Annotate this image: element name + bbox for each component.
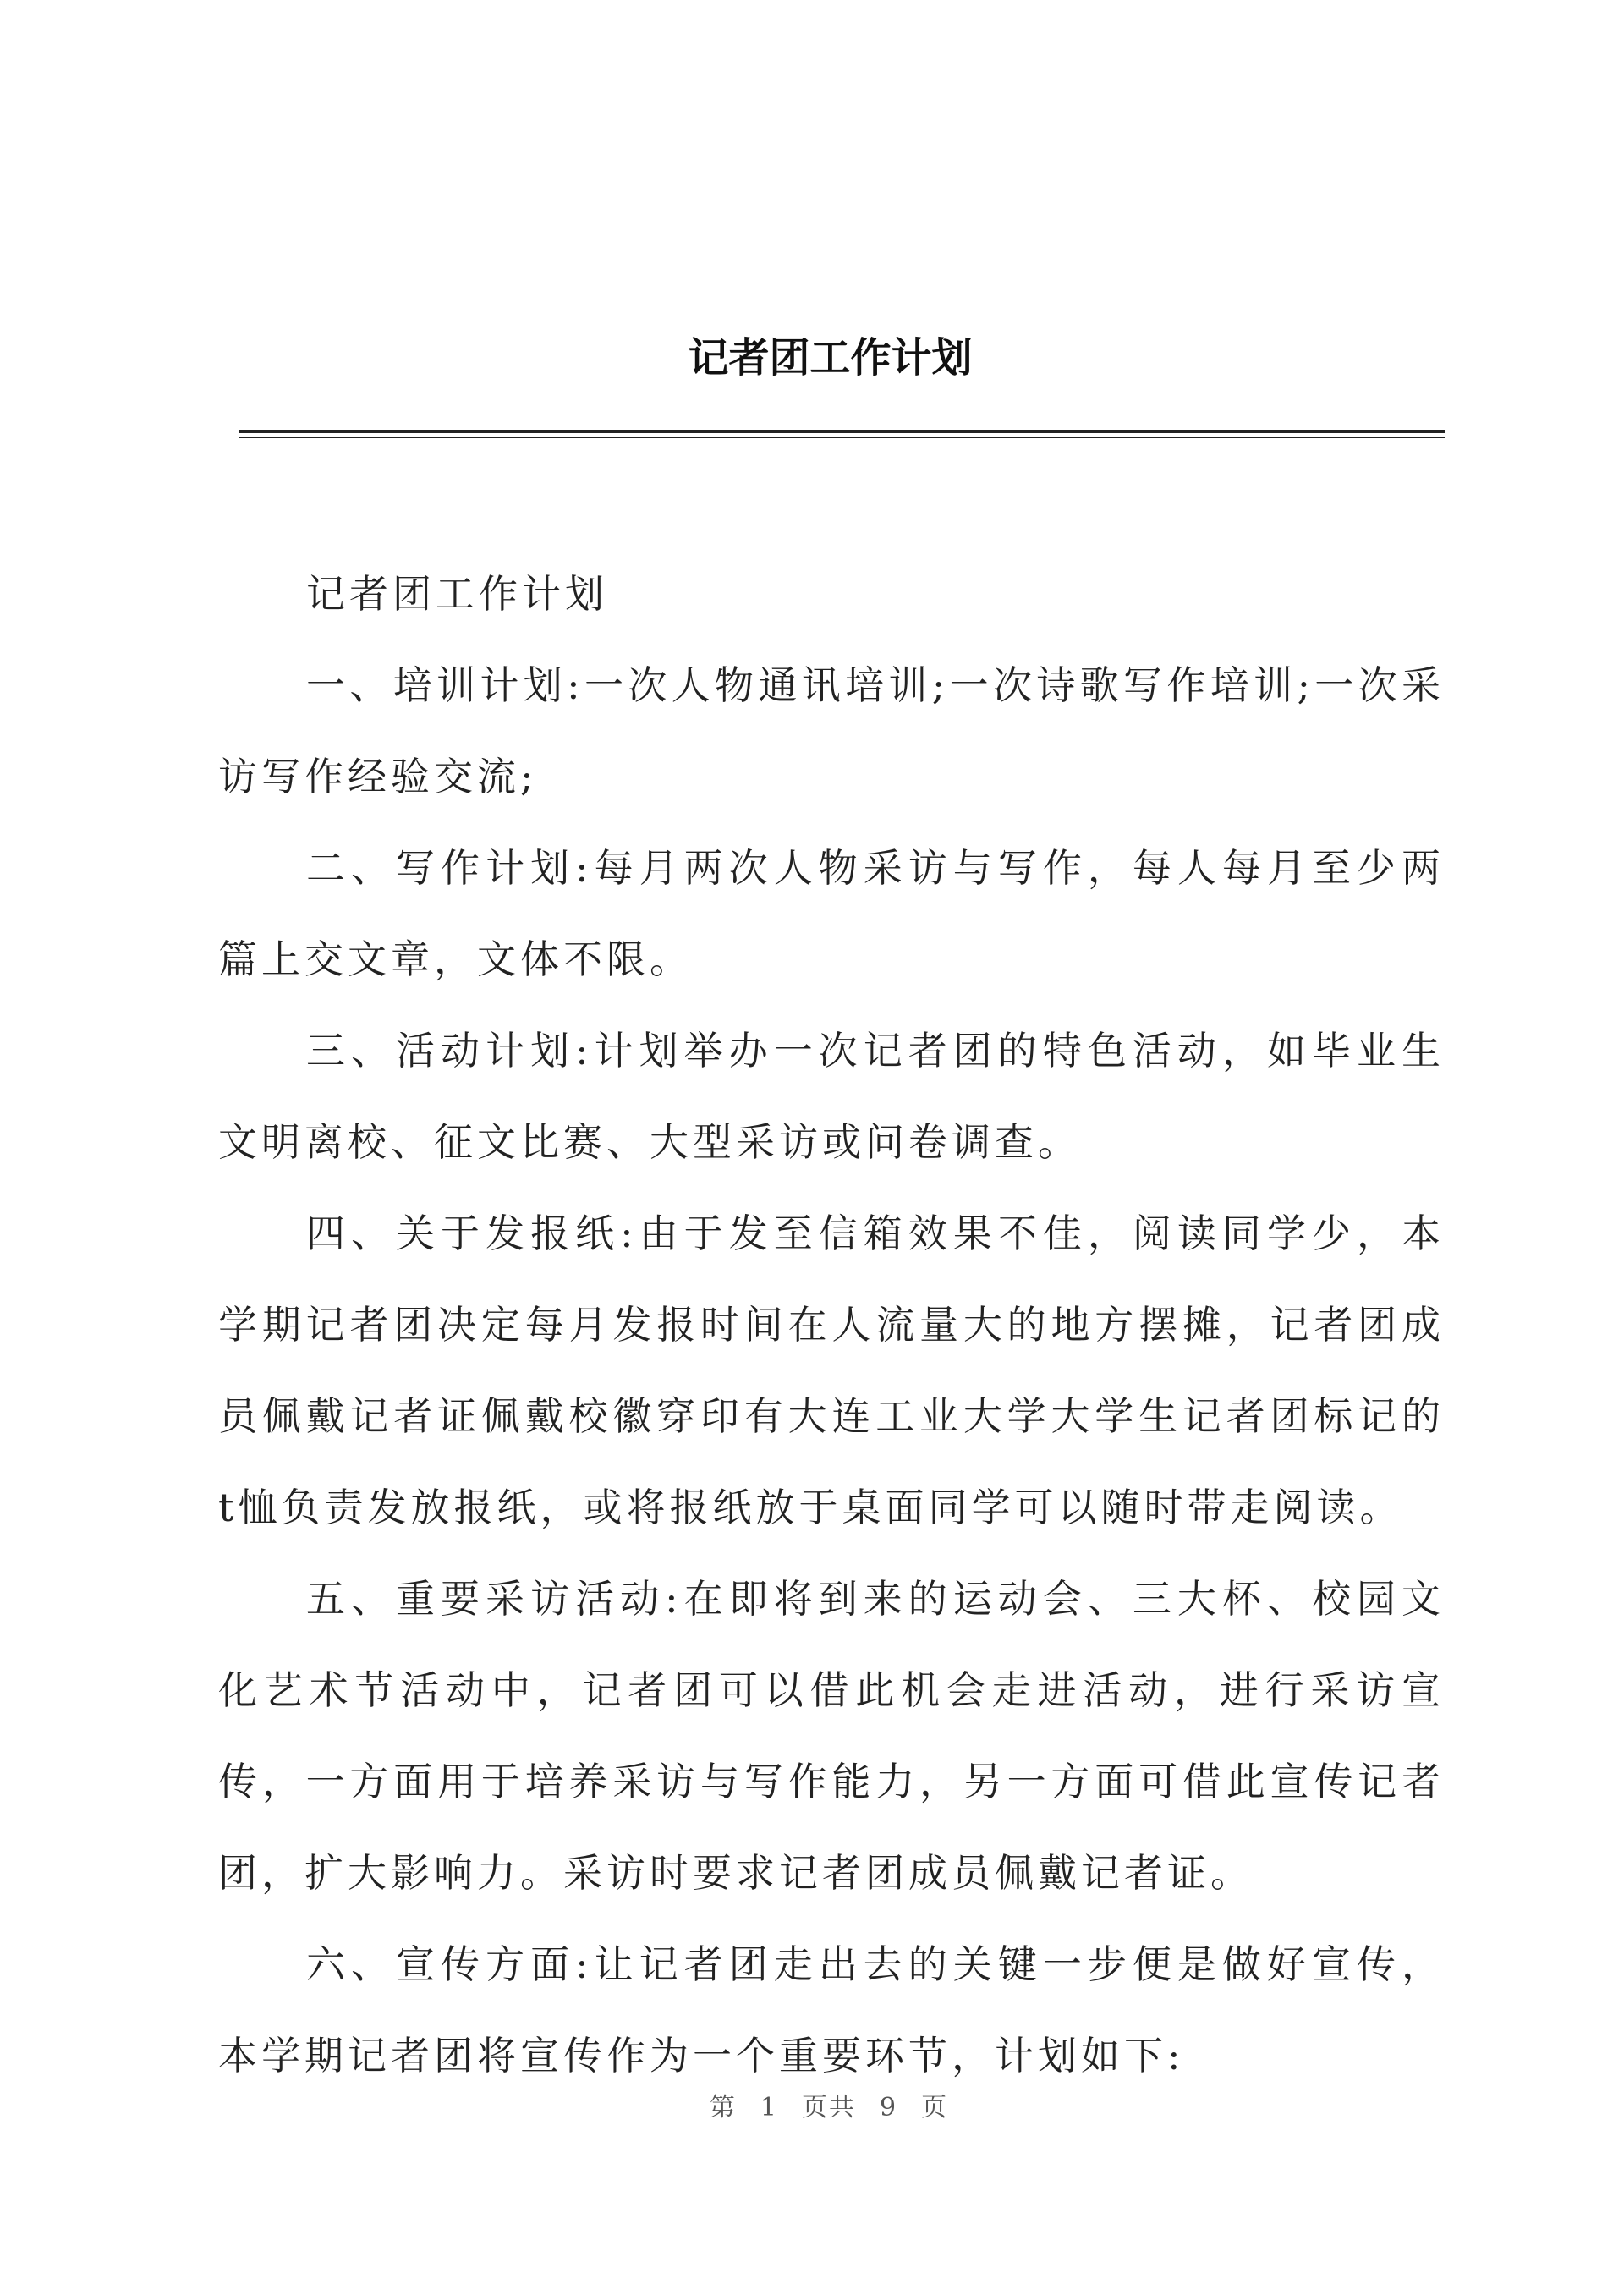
paragraph-publicity: 六、宣传方面:让记者团走出去的关键一步便是做好宣传，本学期记者团将宣传作为一个重要环节，计划如下: bbox=[218, 1941, 1445, 2078]
footer-total-pages: 9 bbox=[880, 2093, 898, 2122]
paragraph-writing-plan: 二、写作计划:每月两次人物采访与写作，每人每月至少两篇上交文章，文体不限。 bbox=[218, 845, 1445, 982]
title-divider-thick bbox=[239, 430, 1445, 433]
footer-current-page: 1 bbox=[760, 2093, 778, 2122]
footer-label-of: 页共 bbox=[802, 2093, 856, 2122]
paragraph-activity-plan: 三、活动计划:计划举办一次记者团的特色活动，如毕业生文明离校、征文比赛、大型采访或问卷调查。 bbox=[218, 1028, 1445, 1165]
footer-label-page: 第 bbox=[709, 2093, 737, 2122]
footer-label-end: 页 bbox=[921, 2093, 949, 2122]
paragraph-training-plan: 一、培训计划:一次人物通讯培训;一次诗歌写作培训;一次采访写作经验交流; bbox=[218, 662, 1445, 799]
paragraph-interviews: 五、重要采访活动:在即将到来的运动会、三大杯、校园文化艺术节活动中，记者团可以借此机会走进活动，进行采访宣传，一方面用于培养采访与写作能力，另一方面可借此宣传记者团，扩大影响力。采访时要求记者团成员佩戴记者证。 bbox=[218, 1576, 1445, 1896]
document-body bbox=[218, 548, 1445, 2101]
title-divider-thin bbox=[239, 437, 1445, 438]
paragraph-newspaper: 四、关于发报纸:由于发至信箱效果不佳，阅读同学少，本学期记者团决定每月发报时间在人流量大的地方摆摊，记者团成员佩戴记者证佩戴校徽穿印有大连工业大学大学生记者团标记的t恤负责发放报纸，或将报纸放于桌面同学可以随时带走阅读。 bbox=[218, 1211, 1445, 1530]
page-footer bbox=[0, 2086, 1624, 2123]
paragraph-heading: 记者团工作计划 bbox=[306, 571, 608, 617]
document-title: 记者团工作计划 bbox=[688, 334, 973, 382]
